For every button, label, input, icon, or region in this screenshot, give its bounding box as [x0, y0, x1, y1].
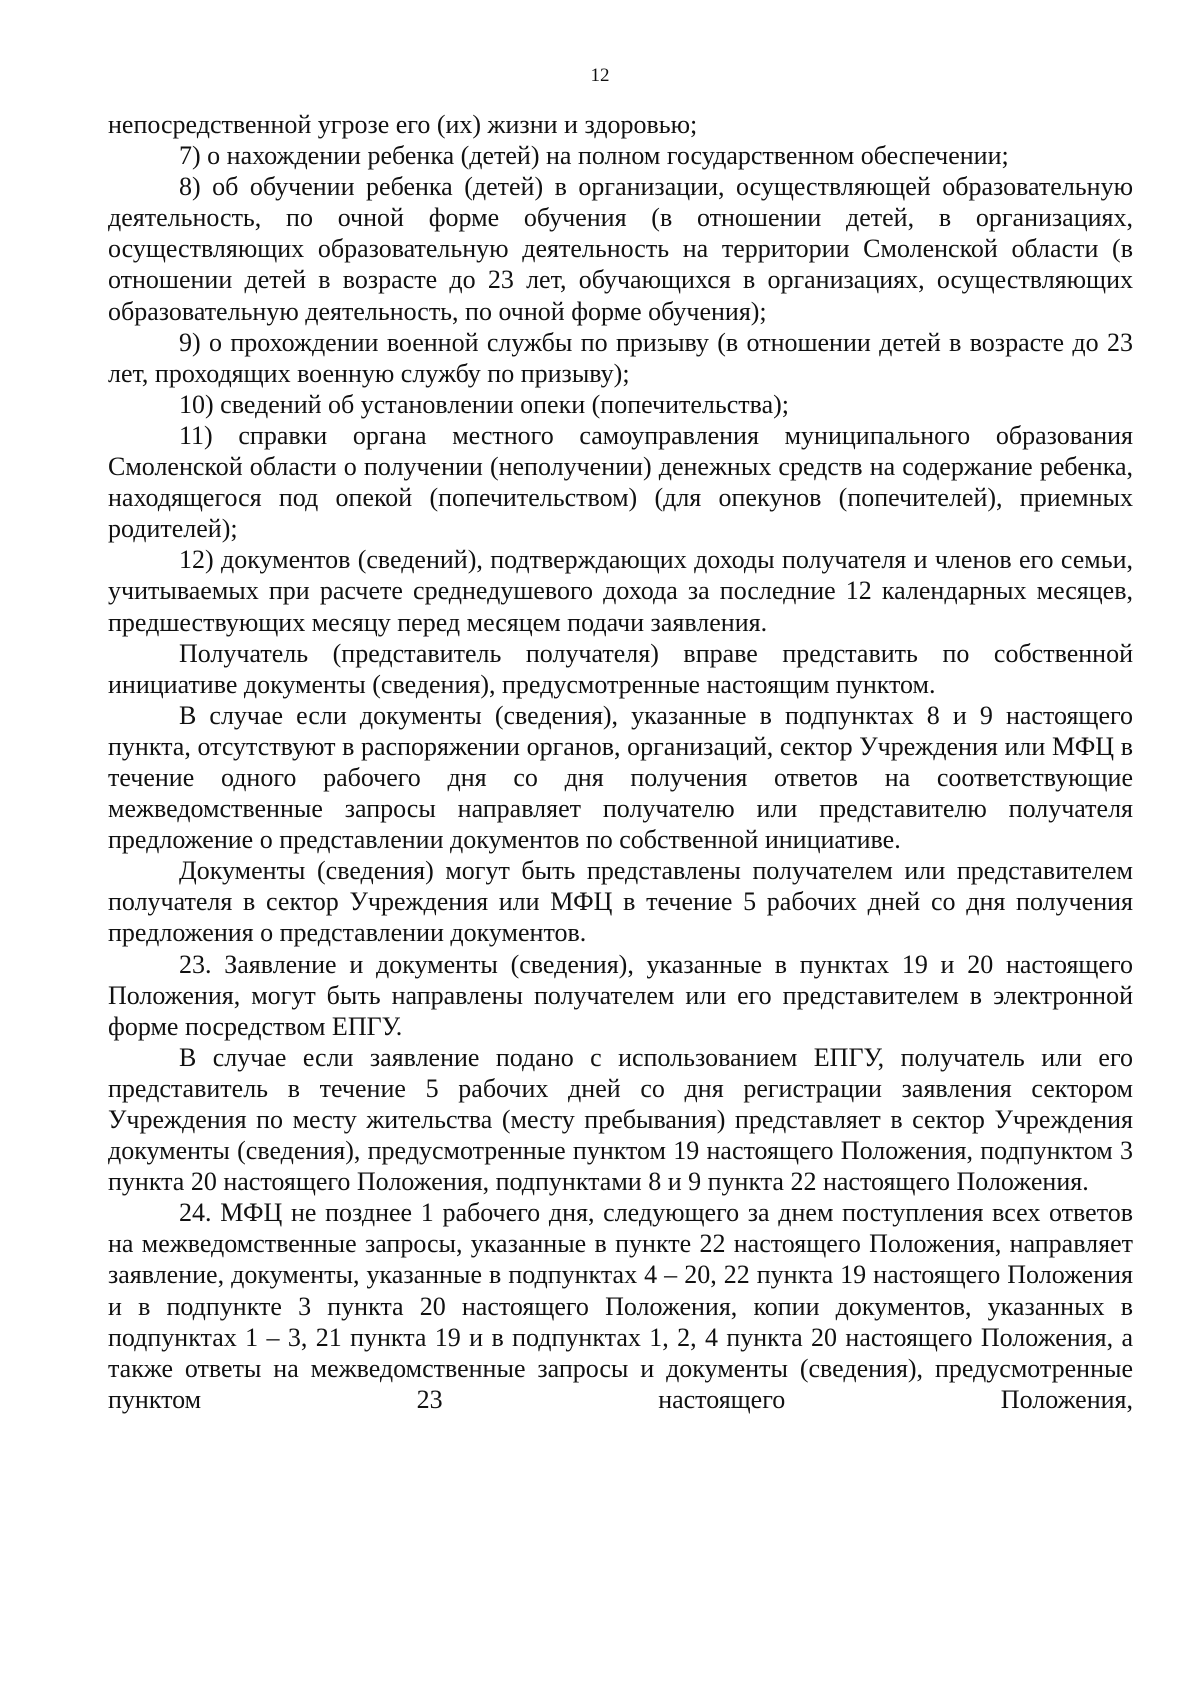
paragraph-continuation: непосредственной угрозе его (их) жизни и здоровью;: [108, 110, 698, 139]
paragraph-clause-23: 23. Заявление и документы (сведения), указанные в пунктах 19 и 20 настоящего Положения, могут быть направлены получателем или его представителем в электронной форме посредством ЕПГУ.: [108, 949, 1133, 1041]
paragraph-recipient-initiative: Получатель (представитель получателя) вправе представить по собственной инициативе документы (сведения), предусмотренные настоящим пунктом.: [108, 638, 1133, 699]
paragraph-item-10: 10) сведений об установлении опеки (попечительства);: [179, 389, 789, 419]
paragraph-missing-documents: В случае если документы (сведения), указанные в подпунктах 8 и 9 настоящего пункта, отсутствуют в распоряжении органов, организаций, сектор Учреждения или МФЦ в течение одного рабочего дня со дня получения ответов на соответствующие межведомственные запросы направляет получателю или представителю получателя предложение о представлении документов по собственной инициативе.: [108, 700, 1133, 855]
paragraph-item-9: 9) о прохождении военной службы по призыву (в отношении детей в возрасте до 23 лет, проходящих военную службу по призыву);: [108, 327, 1133, 388]
paragraph-documents-submission: Документы (сведения) могут быть представлены получателем или представителем получателя в сектор Учреждения или МФЦ в течение 5 рабочих дней со дня получения предложения о представлении документов.: [108, 856, 1133, 948]
paragraph-item-12: 12) документов (сведений), подтверждающих доходы получателя и членов его семьи, учитываемых при расчете среднедушевого дохода за последние 12 календарных месяцев, предшествующих месяцу перед месяцем подачи заявления.: [108, 545, 1133, 637]
paragraph-item-8: 8) об обучении ребенка (детей) в организации, осуществляющей образовательную деятельность, по очной форме обучения (в отношении детей, в организациях, осуществляющих образовательную деятельность на территории Смоленской области (в отношении детей в возрасте до 23 лет, обучающихся в организациях, осуществляющих образовательную деятельность, по очной форме обучения);: [108, 172, 1133, 326]
paragraph-clause-24: 24. МФЦ не позднее 1 рабочего дня, следующего за днем поступления всех ответов на межведомственные запросы, указанные в пункте 22 настоящего Положения, направляет заявление, документы, указанные в подпунктах 4 – 20, 22 пункта 19 настоящего Положения и в подпункте 3 пункта 20 настоящего Положения, копии документов, указанных в подпунктах 1 – 3, 21 пункта 19 и в подпунктах 1, 2, 4 пункта 20 настоящего Положения, а также ответы на межведомственные запросы и документы (сведения), предусмотренные пунктом 23 настоящего Положения,: [108, 1198, 1133, 1414]
page-number: 12: [590, 65, 610, 86]
paragraph-item-7: 7) о нахождении ребенка (детей) на полном государственном обеспечении;: [179, 141, 1009, 171]
document-body: [108, 109, 1133, 1415]
paragraph-epgu-case: В случае если заявление подано с использованием ЕПГУ, получатель или его представитель в течение 5 рабочих дней со дня регистрации заявления сектором Учреждения по месту жительства (месту пребывания) представляет в сектор Учреждения документы (сведения), предусмотренные пунктом 19 настоящего Положения, подпунктом 3 пункта 20 настоящего Положения, подпунктами 8 и 9 пункта 22 настоящего Положения.: [108, 1042, 1133, 1197]
paragraph-item-11: 11) справки органа местного самоуправления муниципального образования Смоленской области о получении (неполучении) денежных средств на содержание ребенка, находящегося под опекой (попечительством) (для опекунов (попечителей), приемных родителей);: [108, 420, 1133, 544]
